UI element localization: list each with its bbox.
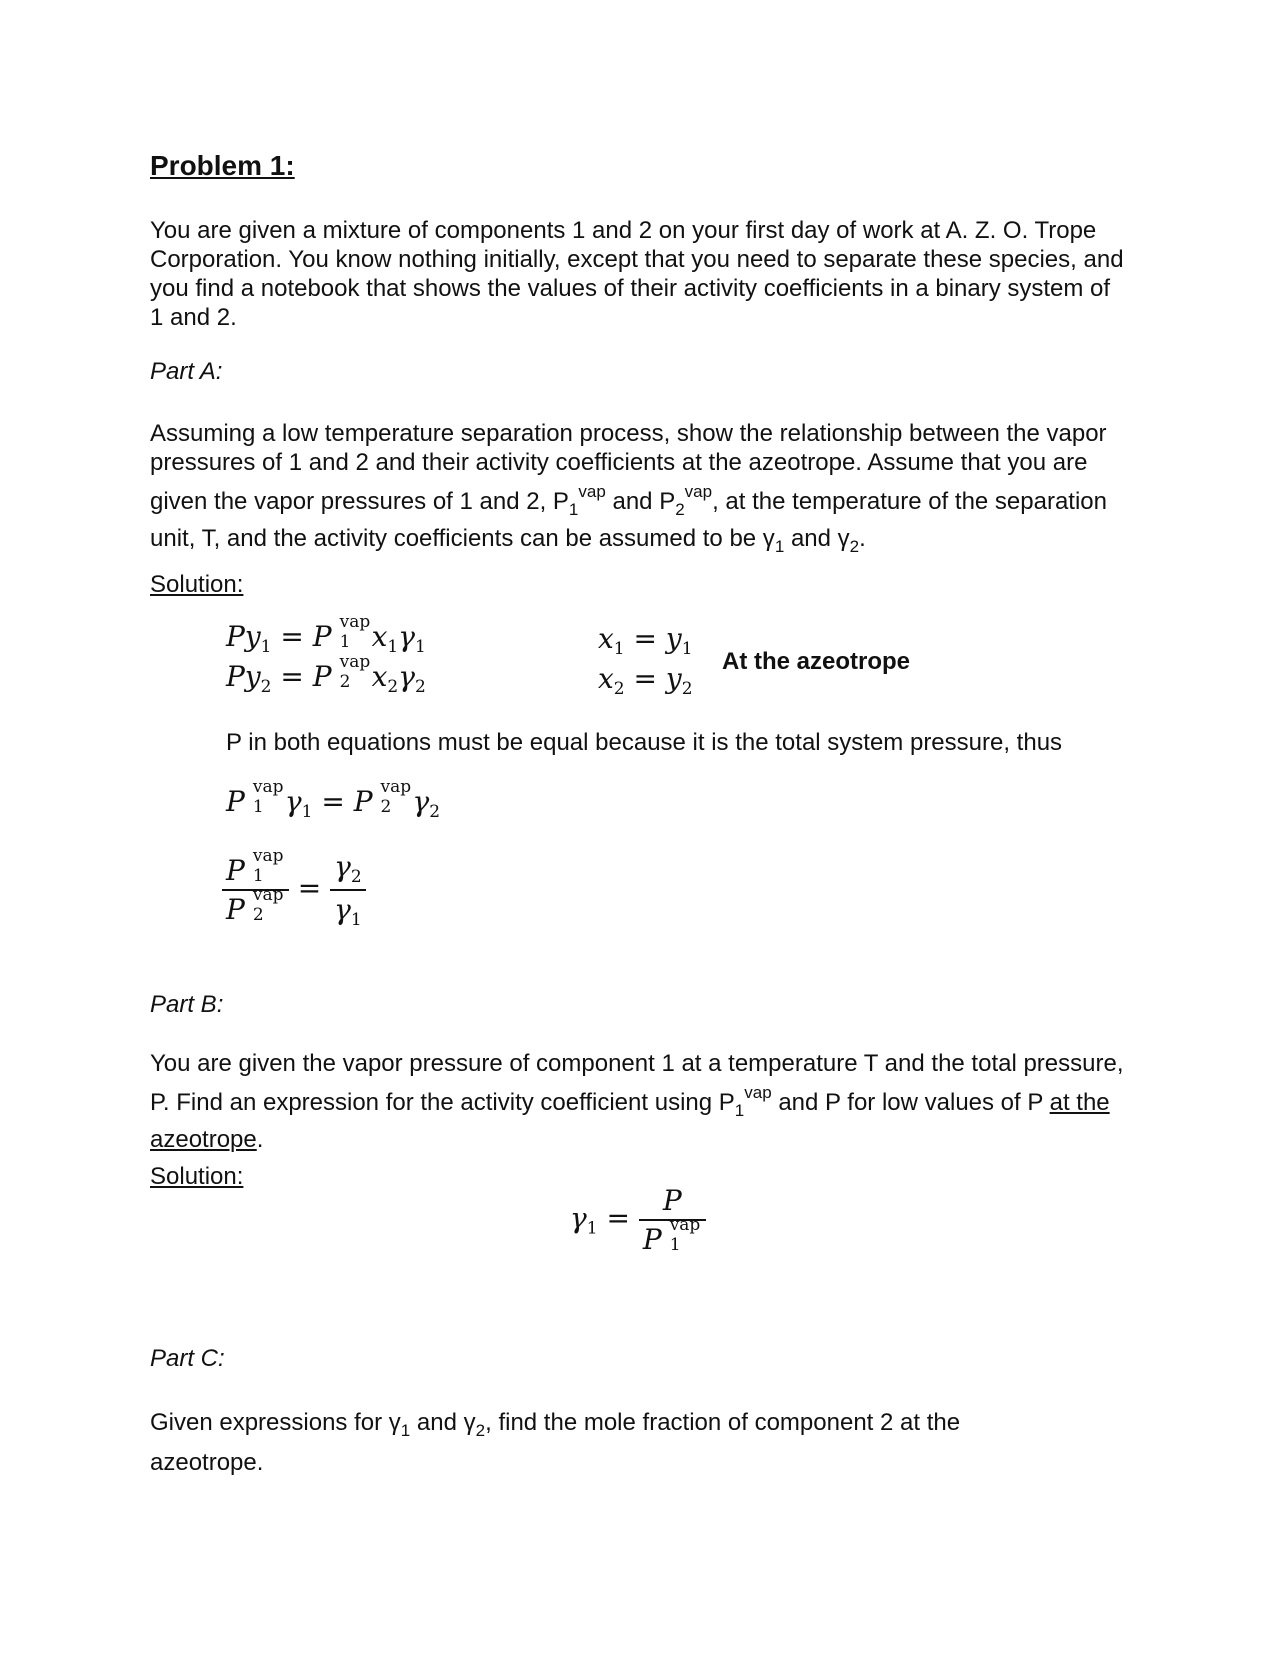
azeotrope-label: At the azeotrope [722, 648, 911, 675]
part-a-text: Assuming a low temperature separation process, show the relationship between the vapor pressures of 1 and 2 and their activity coefficients at the azeotrope. Assume that you are given the vapor pressures of 1 and 2, $P_1^{vap}$ and $P_2^{vap}$, at the temperature of the separation unit, T, and the activity coefficients can be assumed to be $\gamma_1$ and $\gamma_2$. [150, 420, 1108, 556]
equation-gamma1: $\gamma_1$ = P P vap 1 [570, 1184, 706, 1256]
part-b-heading: Part B: [150, 991, 224, 1018]
problem-title: Problem 1: [150, 150, 295, 181]
part-b-text: You are given the vapor pressure of component 1 at a temperature T and the total pressure, P. Find an expression for the activity coefficient using $P_1^{vap}$ and P for low values of P at the azeotrope. [150, 1050, 1124, 1153]
equation-2: $Py_2 = P$ vap 2 $x_2\gamma_2$ [226, 652, 426, 697]
equation-x1-y1: $x_1 = y_1$ [598, 622, 693, 659]
equation-x2-y2: $x_2 = y_2$ [598, 662, 693, 699]
part-a-heading: Part A: [150, 358, 223, 385]
part-a-solution-label: Solution: [150, 571, 244, 598]
part-c-heading: Part C: [150, 1345, 225, 1372]
equation-equal-pressures: P vap 1 $\gamma_1 = P$ vap 2 $\gamma_2$ [226, 777, 441, 822]
equation-1: $Py_1 = P$ vap 1 $x_1\gamma_1$ [226, 612, 426, 657]
explanation-text: P in both equations must be equal because it is the total system pressure, thus [226, 729, 1063, 756]
problem-intro: You are given a mixture of components 1 and 2 on your first day of work at A. Z. O. Trope Corporation. You know nothing initially, except that you need to separate these species, and you find a notebook that shows the values of their activity coefficients in a binary system of 1 and 2. [150, 217, 1124, 331]
part-b-solution-label: Solution: [150, 1163, 244, 1190]
part-c-text: Given expressions for $\gamma_1$ and $\gamma_2$, find the mole fraction of component 2 at the azeotrope. [150, 1409, 961, 1476]
equation-ratio: P vap 1 P vap 2 = $\frac{\gamma_2}{\gamma_1}$ [222, 850, 366, 930]
